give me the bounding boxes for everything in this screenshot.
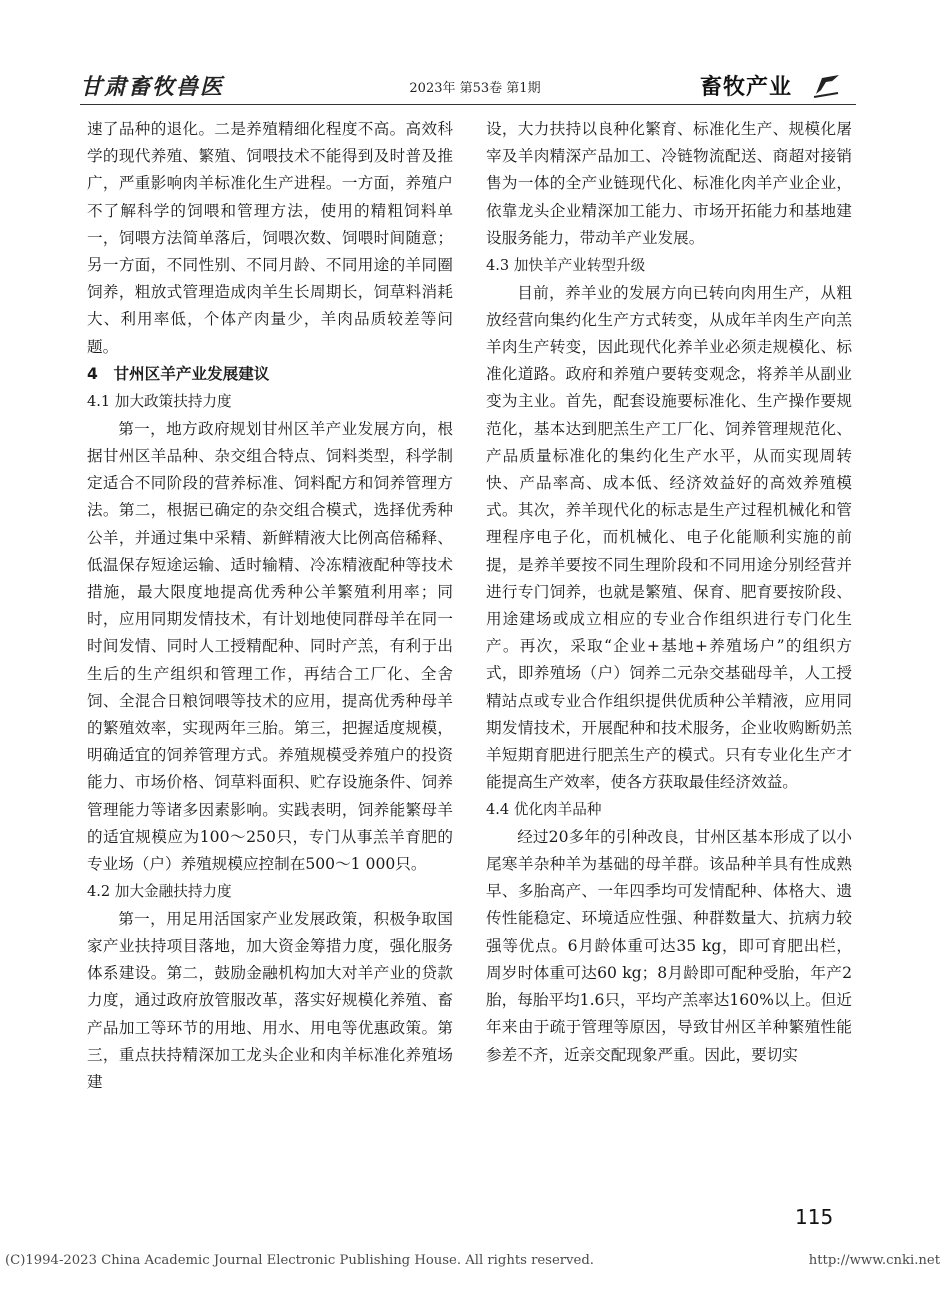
page-header	[0, 0, 950, 110]
page-number: 115	[795, 1205, 834, 1229]
header-rule	[80, 104, 856, 105]
subsection-heading: 4.2 加大金融扶持力度	[87, 883, 232, 901]
journal-logo-icon	[812, 72, 842, 98]
footer-url: http://www.cnki.net	[808, 1253, 940, 1268]
paragraph: 第一，用足用活国家产业发展政策，积极争取国家产业扶持项目落地，加大资金筹措力度，强化服务体系建设。第二，鼓励金融机构加大对羊产业的贷款力度，通过政府放管服改革，落实好规模化养殖、畜产品加工等环节的用地、用水、用电等优惠政策。第三，重点扶持精深加工龙头企业和肉羊标准化养殖场建	[87, 909, 453, 1091]
paragraph: 速了品种的退化。二是养殖精细化程度不高。高效科学的现代养殖、繁殖、饲喂技术不能得到及时普及推广，严重影响肉羊标准化生产进程。一方面，养殖户不了解科学的饲喂和管理方法，使用的精粗饲料单一，饲喂方法简单落后，饲喂次数、饲喂时间随意；另一方面，不同性别、不同月龄、不同用途的羊同圈饲养，粗放式管理造成肉羊生长周期长，饲草料消耗大、利用率低，个体产肉量少，羊肉品质较差等问题。	[87, 120, 453, 356]
copyright-notice: (C)1994-2023 China Academic Journal Electronic Publishing House. All rights reserved.	[5, 1253, 594, 1268]
left-column	[87, 116, 453, 1096]
subsection-heading: 4.4 优化肉羊品种	[486, 801, 602, 819]
subsection-heading: 4.1 加大政策扶持力度	[87, 393, 232, 411]
journal-name: 甘肃畜牧兽医	[80, 74, 225, 100]
issue-info: 2023年 第53卷 第1期	[409, 81, 541, 96]
paragraph: 第一，地方政府规划甘州区羊产业发展方向，根据甘州区羊品种、杂交组合特点、饲料类型，科学制定适合不同阶段的营养标准、饲料配方和饲养管理方法。第二，根据已确定的杂交组合模式，选择优秀种公羊，并通过集中采精、新鲜精液大比例高倍稀释、低温保存短途运输、适时输精、冷冻精液配种等技术措施，最大限度地提高优秀种公羊繁殖利用率；同时，应用同期发情技术，有计划地使同群母羊在同一时间发情、同时人工授精配种、同时产羔，有利于出生后的生产组织和管理工作，再结合工厂化、全舍饲、全混合日粮饲喂等技术的应用，提高优秀种母羊的繁殖效率，实现两年三胎。第三，把握适度规模，明确适宜的饲养管理方式。养殖规模受养殖户的投资能力、市场价格、饲草料面积、贮存设施条件、饲养管理能力等诸多因素影响。实践表明，饲养能繁母羊的适宜规模应为100～250只，专门从事羔羊育肥的专业场（户）养殖规模应控制在500～1 000只。	[87, 419, 453, 874]
paragraph: 经过20多年的引种改良，甘州区基本形成了以小尾寒羊杂种羊为基础的母羊群。该品种羊具有性成熟早、多胎高产、一年四季均可发情配种、体格大、遗传性能稳定、环境适应性强、种群数量大、抗病力较强等优点。6月龄体重可达35 kg，即可育肥出栏，周岁时体重可达60 kg；8月龄即可配种受胎，年产2胎，每胎平均1.6只，平均产羔率达160%以上。但近年来由于疏于管理等原因，导致甘州区羊种繁殖性能参差不齐，近亲交配现象严重。因此，要切实	[486, 827, 852, 1064]
subsection-heading: 4.3 加快羊产业转型升级	[486, 257, 646, 275]
paragraph: 目前，养羊业的发展方向已转向肉用生产，从粗放经营向集约化生产方式转变，从成年羊肉生产向羔羊肉生产转变，因此现代化养羊业必须走规模化、标准化道路。政府和养殖户要转变观念，将养羊从副业变为主业。首先，配套设施要标准化、生产操作要规范化，基本达到肥羔生产工厂化、饲养管理规范化、产品质量标准化的集约化生产水平，从而实现周转快、产品率高、成本低、经济效益好的高效养殖模式。其次，养羊现代化的标志是生产过程机械化和管理程序电子化，而机械化、电子化能顺利实施的前提，是养羊要按不同生理阶段和不同用途分别经营并进行专门饲养，也就是繁殖、保育、肥育要按阶段、用途建场或成立相应的专业合作组织进行专门化生产。再次，采取“企业+基地+养殖场户”的组织方式，即养殖场（户）饲养二元杂交基础母羊，人工授精站点或专业合作组织提供优质种公羊精液，应用同期发情技术，开展配种和技术服务，企业收购断奶羔羊短期育肥进行肥羔生产的模式。只有专业化生产才能提高生产效率，使各方获取最佳经济效益。	[486, 283, 852, 792]
section-label: 畜牧产业	[700, 75, 793, 100]
paragraph: 设，大力扶持以良种化繁育、标准化生产、规模化屠宰及羊肉精深产品加工、冷链物流配送、商超对接销售为一体的全产业链现代化、标准化肉羊产业企业，依靠龙头企业精深加工能力、市场开拓能力和基地建设服务能力，带动羊产业发展。	[486, 120, 852, 247]
section-heading: 4 甘州区羊产业发展建议	[87, 364, 270, 383]
right-column	[486, 116, 852, 1069]
